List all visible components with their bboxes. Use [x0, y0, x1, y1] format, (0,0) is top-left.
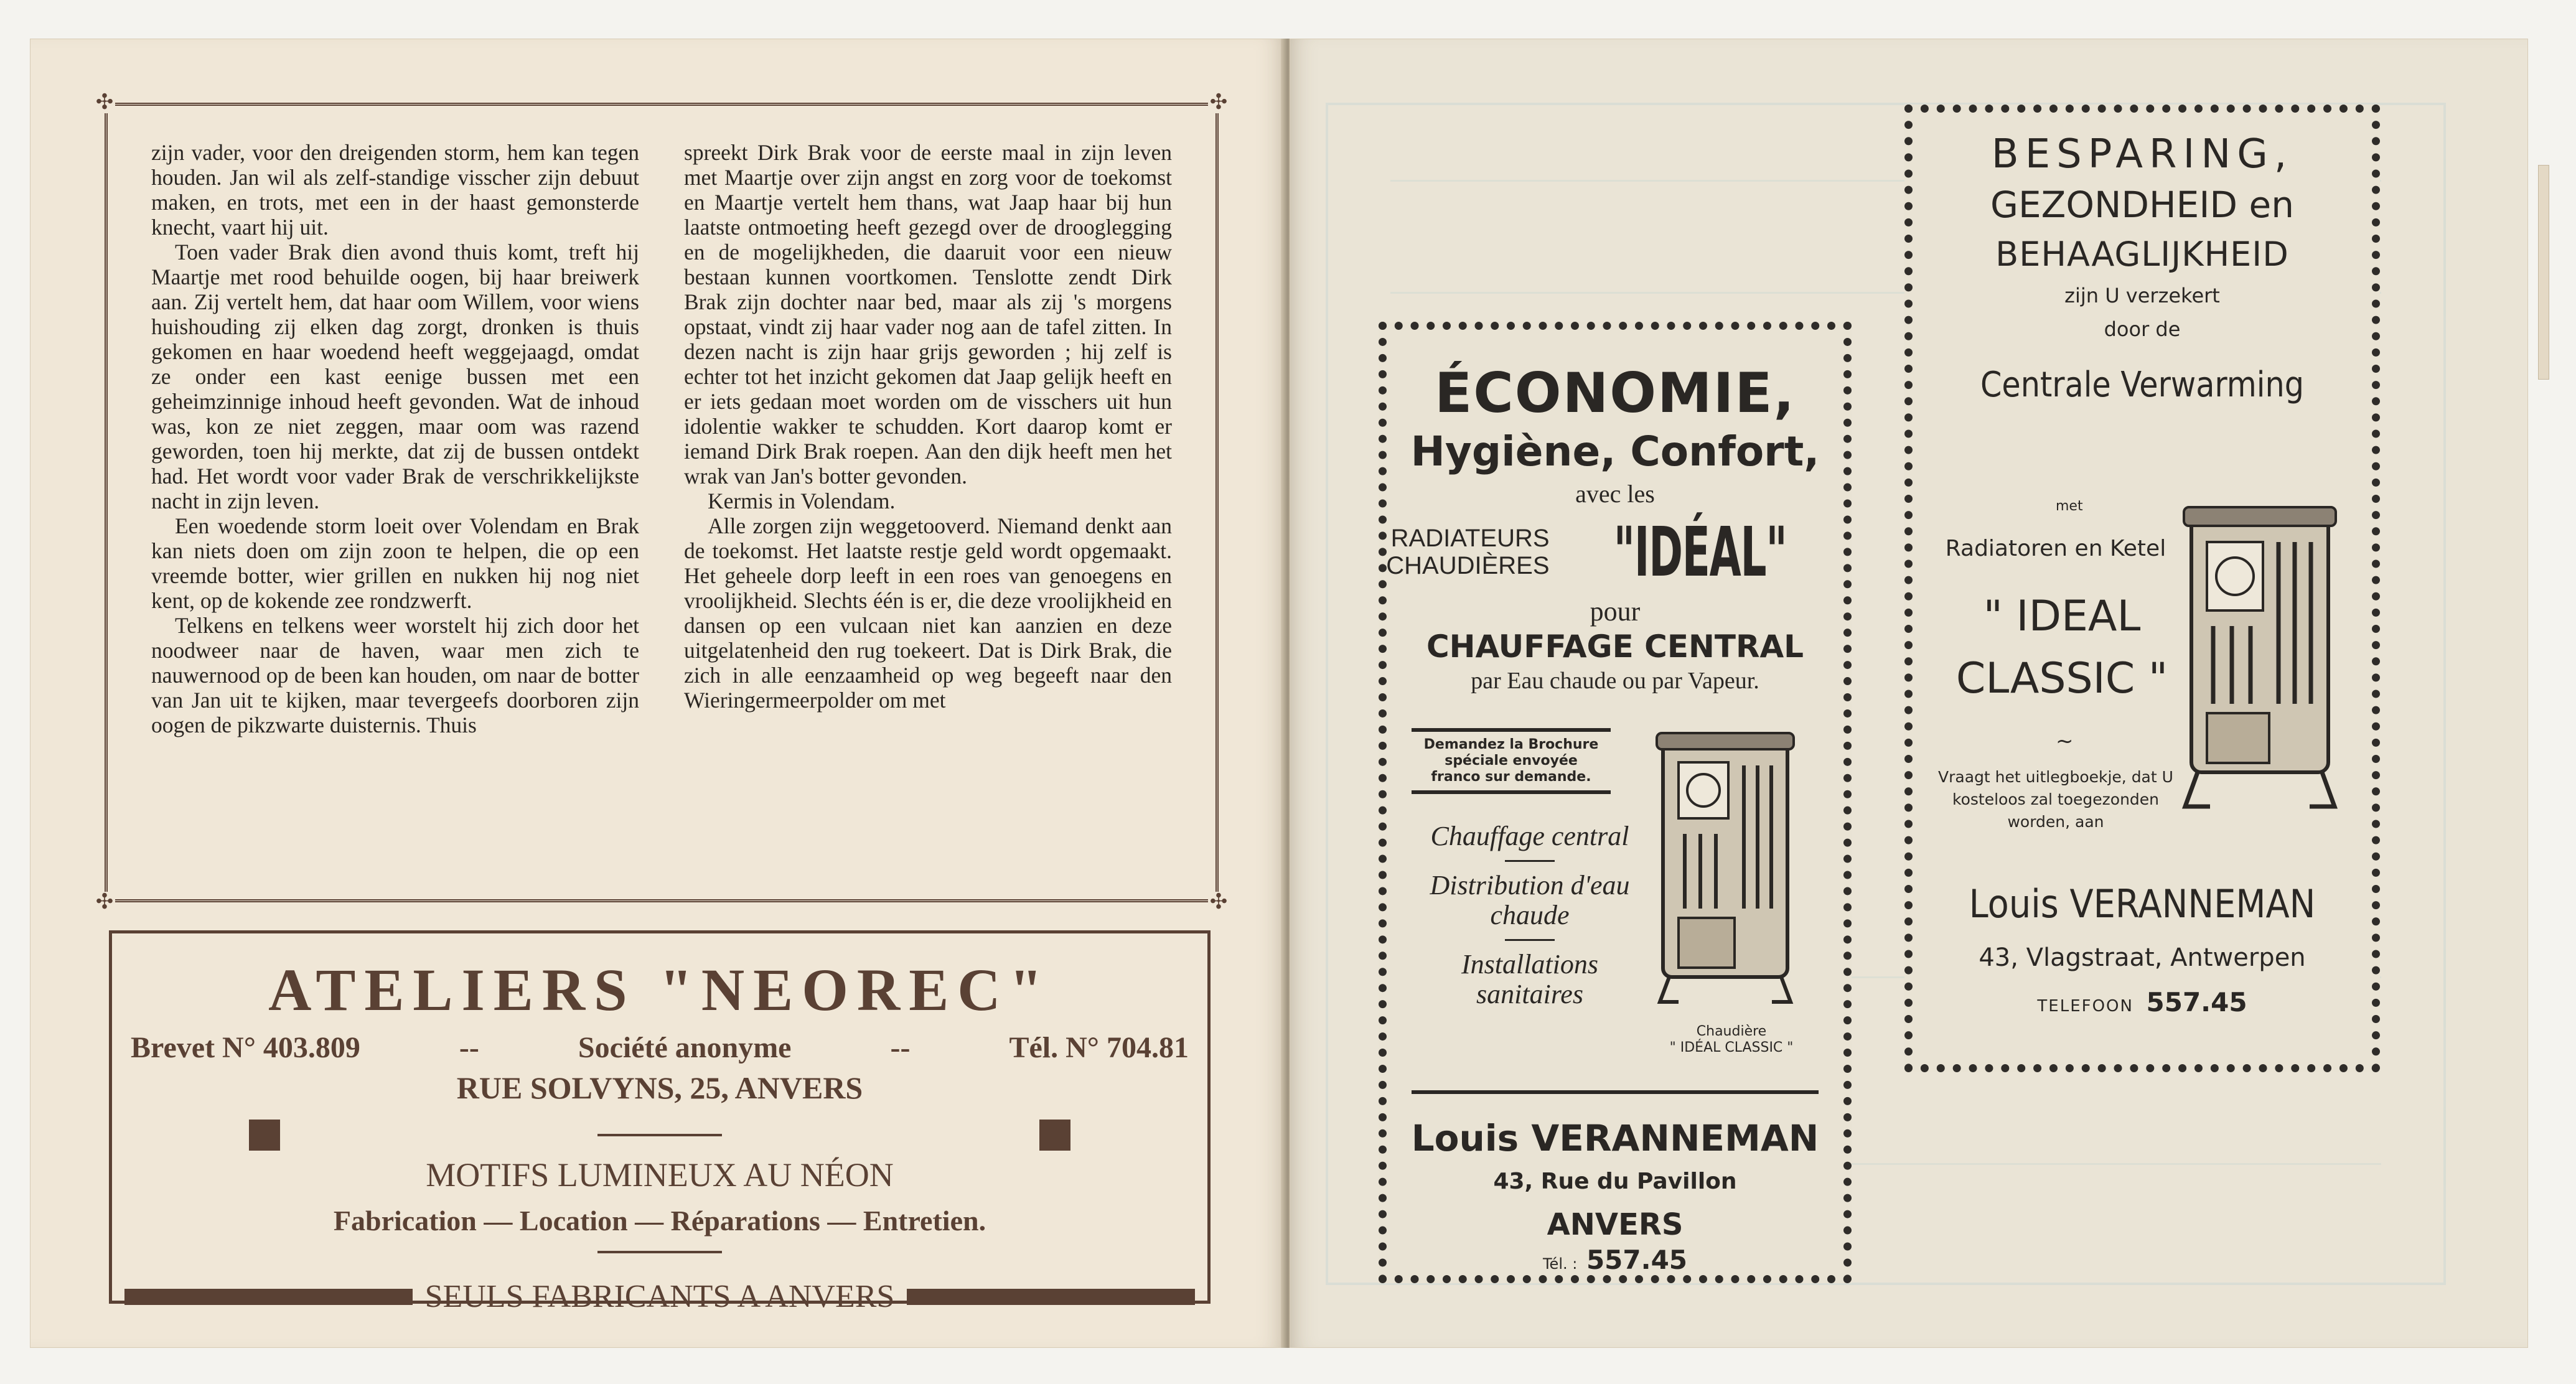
neorec-societe: Société anonyme — [578, 1031, 792, 1064]
eco-brochure-line: Demandez la Brochure — [1423, 737, 1599, 752]
ideal-economie-ad — [1379, 322, 1852, 1283]
bar-ornament — [907, 1289, 1195, 1305]
eco-brochure-line: franco sur demande. — [1431, 769, 1591, 785]
bes-radiatoren: Radiatoren en Ketel — [1945, 536, 2166, 561]
neorec-dash: -- — [459, 1031, 479, 1064]
neorec-ad — [109, 930, 1211, 1314]
neorec-info-row — [112, 1031, 1207, 1065]
bes-tel-label: TELEFOON — [2037, 997, 2133, 1016]
eco-headline: ÉCONOMIE, — [1435, 361, 1796, 425]
neorec-motifs: MOTIFS LUMINEUX AU NÉON — [426, 1156, 894, 1194]
eco-company-name: Louis VERANNEMAN — [1411, 1117, 1819, 1159]
boiler-stove-icon — [2173, 498, 2347, 822]
article-paragraph: Een woedende storm loeit over Volendam en Brak kan niets doen om zijn zoon te helpen, die op een vreemde botter, wier grillen en nukken hij nog niet kent, op de kokende zee rondzwerft. — [151, 513, 639, 613]
article-paragraph: Toen vader Brak dien avond thuis komt, treft hij Maartje met rood behuilde oogen, bij haar breiwerk aan. Zij vertelt hem, dat haar oom Willem, voor wiens huishouding zij elken dag zorgt, dronken is thuis gekomen en haar woedend heeft weggejaagd, omdat ze onder een kast eenige bussen met een geheimzinnige inhoud heeft gevonden. Wat de inhoud was, kon ze niet zeggen, maar oom was razend geworden, toen hij merkte, dat zij de bussen ontdekt had. Het wordt voor vader Brak de verschrikkelijkste nacht in zijn leven. — [151, 240, 639, 513]
corner-ornament-icon: ✣ — [1208, 92, 1229, 113]
eco-chauffage: CHAUFFAGE CENTRAL — [1426, 629, 1804, 665]
eco-chaudieres: CHAUDIÈRES — [1386, 552, 1550, 579]
bes-vraagt: Vraagt het uitlegboekje, dat U kosteloos zal toegezonden worden, aan — [1938, 768, 2173, 831]
neorec-dash: -- — [890, 1031, 911, 1064]
eco-stove-caption — [1644, 1024, 1819, 1056]
article-paragraph: spreekt Dirk Brak voor de eerste maal in zijn leven met Maartje over zijn angst en zorg voor de toekomst en Maartje vertelt hem thans, wat Jaap haar bij hun laatste ontmoeting heeft gezegd over de drooglegging en de mogelijkheden, die daaruit voor een nieuw bestaan kunnen voortkomen. Tenslotte zendt Dirk Brak zijn dochter naar bed, maar als zij 's morgens opstaat, vindt zij haar vader nog aan de tafel zitten. In dezen nacht is zijn haar grijs geworden ; hij zelf is echter tot het inzicht gekomen dat Jaap gelijk heeft en er iets gedaan moet worden om de visschers uit hun idolentie wakker te schudden. Kort daarop komt er iemand Dirk Brak roepen. Aan den dijk heeft men het wrak van Jan's botter gevonden. — [684, 140, 1172, 489]
swirl-ornament-icon: ~ — [2056, 729, 2074, 754]
eco-service-item: Distribution d'eau chaude — [1430, 870, 1630, 930]
neorec-bottom-row — [112, 1278, 1207, 1315]
bes-line4: zijn U verzekert — [2064, 284, 2220, 307]
eco-service-item: Installations sanitaires — [1461, 949, 1599, 1009]
eco-tel-label: Tél. : — [1542, 1255, 1578, 1273]
eco-vapeur: par Eau chaude ou par Vapeur. — [1471, 668, 1759, 694]
bes-centrale: Centrale Verwarming — [1980, 365, 2304, 405]
article-paragraph: Alle zorgen zijn weggetooverd. Niemand denkt aan de toekomst. Het laatste restje geld wordt opgemaakt. Het geheele dorp leeft in een roes van genoegens en vroolijkheid. Slechts één is er, die deze vroolijkheid en dansen op een vulcaan niet kan aanzien en deze uitgelatenheid den rug toekeert. Dat is Dirk Brak, die zich in alle eenzaamheid op weg begeeft naar den Wieringermeerpolder om met — [684, 513, 1172, 713]
neorec-bottom-text: SEULS FABRICANTS A ANVERS — [424, 1279, 895, 1314]
eco-city: ANVERS — [1547, 1207, 1684, 1242]
bes-line2: GEZONDHEID en — [1990, 184, 2294, 226]
eco-subheadline: Hygiène, Confort, — [1410, 428, 1820, 475]
eco-pour: pour — [1590, 596, 1641, 627]
bes-tel-number: 557.45 — [2146, 987, 2247, 1017]
bes-ideal-classic: " IDEAL CLASSIC " — [1955, 592, 2168, 703]
article-frame — [95, 91, 1228, 914]
neorec-brevet: Brevet N° 403.809 — [131, 1031, 360, 1064]
corner-ornament-icon: ✣ — [94, 92, 115, 113]
eco-stove-caption-line: Chaudière — [1696, 1024, 1767, 1039]
bes-line5: door de — [2104, 317, 2181, 341]
ideal-besparing-ad — [1904, 105, 2380, 1072]
neorec-ornament-row — [112, 1120, 1207, 1151]
eco-avec: avec les — [1575, 480, 1655, 508]
eco-stove-caption-line: " IDÉAL CLASSIC " — [1669, 1040, 1794, 1055]
bes-line1: BESPARING, — [1991, 131, 2293, 177]
eco-ideal-brand: "IDÉAL" — [1613, 512, 1787, 592]
eco-brochure — [1412, 728, 1611, 794]
article-columns — [151, 140, 1172, 871]
bes-address: 43, Vlagstraat, Antwerpen — [1979, 943, 2306, 972]
eco-radiateurs: RADIATEURS — [1390, 525, 1550, 552]
boiler-stove-icon — [1651, 728, 1800, 1014]
bes-lower — [1931, 498, 2353, 847]
rule-ornament — [597, 1134, 722, 1136]
bes-line3: BEHAAGLIJKHEID — [1995, 235, 2289, 274]
rule-ornament — [597, 1251, 722, 1253]
article-column-1 — [151, 140, 639, 871]
eco-services — [1412, 821, 1648, 1009]
eco-tel-number: 557.45 — [1586, 1245, 1688, 1275]
page-edge — [2538, 165, 2549, 380]
eco-telephone — [1387, 1245, 1843, 1275]
neorec-street: RUE SOLVYNS, 25, ANVERS — [456, 1070, 863, 1105]
eco-address: 43, Rue du Pavillon — [1493, 1169, 1737, 1194]
square-ornament-icon — [249, 1120, 280, 1151]
eco-ideal-block — [1387, 512, 1843, 592]
article-paragraph: Telkens en telkens weer worstelt hij zich door het noodweer naar de haven, waar men zich te nauwernood op de been kan houden, om naar de botter van Jan uit te kijken, maar tevergeefs doorboren zijn oogen de pikzwarte duisternis. Thuis — [151, 613, 639, 737]
article-paragraph: Kermis in Volendam. — [708, 489, 896, 513]
bes-met: met — [2056, 498, 2083, 514]
eco-brochure-line: spéciale envoyée — [1445, 753, 1578, 769]
corner-ornament-icon: ✣ — [94, 892, 115, 913]
corner-ornament-icon: ✣ — [1208, 892, 1229, 913]
bes-company-name: Louis VERANNEMAN — [1969, 881, 2316, 927]
eco-lower — [1412, 728, 1819, 1077]
article-column-2 — [684, 140, 1172, 871]
article-paragraph: zijn vader, voor den dreigenden storm, hem kan tegen houden. Jan wil als zelf-standige visscher zijn debuut maken, en trots, met een in der haast gemonsterde knecht, vaart hij uit. — [151, 140, 639, 240]
neorec-title: ATELIERS "NEOREC" — [268, 956, 1051, 1023]
eco-rule — [1412, 1090, 1819, 1094]
square-ornament-icon — [1039, 1120, 1070, 1151]
bar-ornament — [124, 1289, 413, 1305]
bes-telephone — [1913, 987, 2372, 1017]
neorec-tel: Tél. N° 704.81 — [1009, 1031, 1189, 1064]
eco-service-item: Chauffage central — [1430, 821, 1629, 851]
neorec-services: Fabrication — Location — Réparations — Entretien. — [333, 1205, 986, 1237]
